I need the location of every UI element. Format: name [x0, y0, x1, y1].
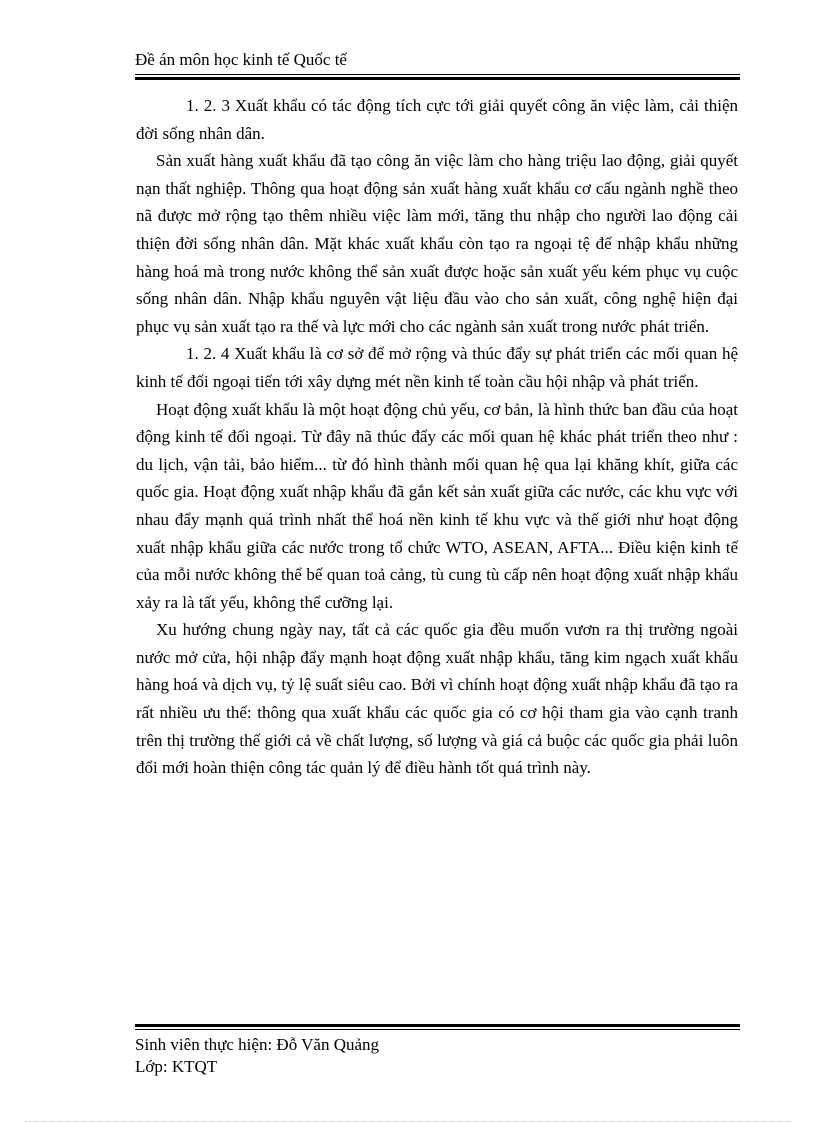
footer-rule — [135, 1024, 740, 1030]
page-header — [135, 50, 740, 80]
footer-class: Lớp: KTQT — [135, 1057, 218, 1076]
paragraph: Xu hướng chung ngày nay, tất cả các quốc gia đều muốn vươn ra thị trường ngoài nước mở cửa, hội nhập đẩy mạnh hoạt động xuất nhập khẩu, tăng kim ngạch xuất khẩu hàng hoá và dịch vụ, tỷ lệ suất siêu cao. Bởi vì chính hoạt động xuất nhập khẩu đã tạo ra rất nhiều ưu thế: thông qua xuất khẩu các quốc gia có cơ hội tham gia vào cạnh tranh trên thị trường thế giới cả về chất lượng, số lượng và giá cả buộc các quốc gia phải luôn đổi mới hoàn thiện công tác quản lý để điều hành tốt quá trình này. — [136, 620, 738, 778]
document-body — [136, 92, 738, 782]
header-title: Đề án môn học kinh tế Quốc tế — [135, 50, 347, 69]
footer-student: Sinh viên thực hiện: Đỗ Văn Quảng — [135, 1035, 380, 1054]
paragraph: Sản xuất hàng xuất khẩu đã tạo công ăn việc làm cho hàng triệu lao động, giải quyết nạn thất nghiệp. Thông qua hoạt động sản xuất hàng xuất khẩu cơ cấu ngành nghề theo nã được mở rộng tạo thêm nhiều việc làm mới, tăng thu nhập cho người lao động cải thiện đời sống nhân dân. Mặt khác xuất khẩu còn tạo ra ngoại tệ để nhập khẩu những hàng hoá mà trong nước không thể sản xuất được hoặc sản xuất yếu kém phục vụ cuộc sống nhân dân. Nhập khẩu nguyên vật liệu đầu vào cho sản xuất, công nghệ hiện đại phục vụ sản xuất tạo ra thế và lực mới cho các ngành sản xuất trong nước phát triển. — [136, 151, 738, 336]
header-rule — [135, 74, 740, 80]
page-footer — [135, 1024, 740, 1078]
paragraph: Hoạt động xuất khẩu là một hoạt động chủ yếu, cơ bản, là hình thức ban đầu của hoạt động kinh tế đối ngoại. Từ đây nã thúc đẩy các mối quan hệ khác phát triển theo như : du lịch, vận tải, bảo hiểm... từ đó hình thành mối quan hệ qua lại khăng khít, giữa các quốc gia. Hoạt động xuất nhập khẩu đã gắn kết sản xuất giữa các nước, các khu vực với nhau đẩy mạnh quá trình nhất thể hoá nền kinh tế khu vực và thế giới như hoạt động xuất nhập khẩu giữa các nước trong tổ chức WTO, ASEAN, AFTA... Điều kiện kinh tế của mỗi nước không thể bế quan toả cảng, tù cung tù cấp nên hoạt động xuất nhập khẩu xảy ra là tất yếu, không thể cưỡng lại. — [136, 399, 738, 612]
page-edge-divider — [25, 1121, 791, 1122]
section-heading-1-2-3: 1. 2. 3 Xuất khẩu có tác động tích cực tới giải quyết công ăn việc làm, cải thiện đời sống nhân dân. — [136, 96, 738, 143]
section-heading-1-2-4: 1. 2. 4 Xuất khẩu là cơ sở để mở rộng và thúc đẩy sự phát triển các mối quan hệ kinh tế đối ngoại tiến tới xây dựng mét nền kinh tế toàn cầu hội nhập và phát triển. — [136, 344, 738, 391]
